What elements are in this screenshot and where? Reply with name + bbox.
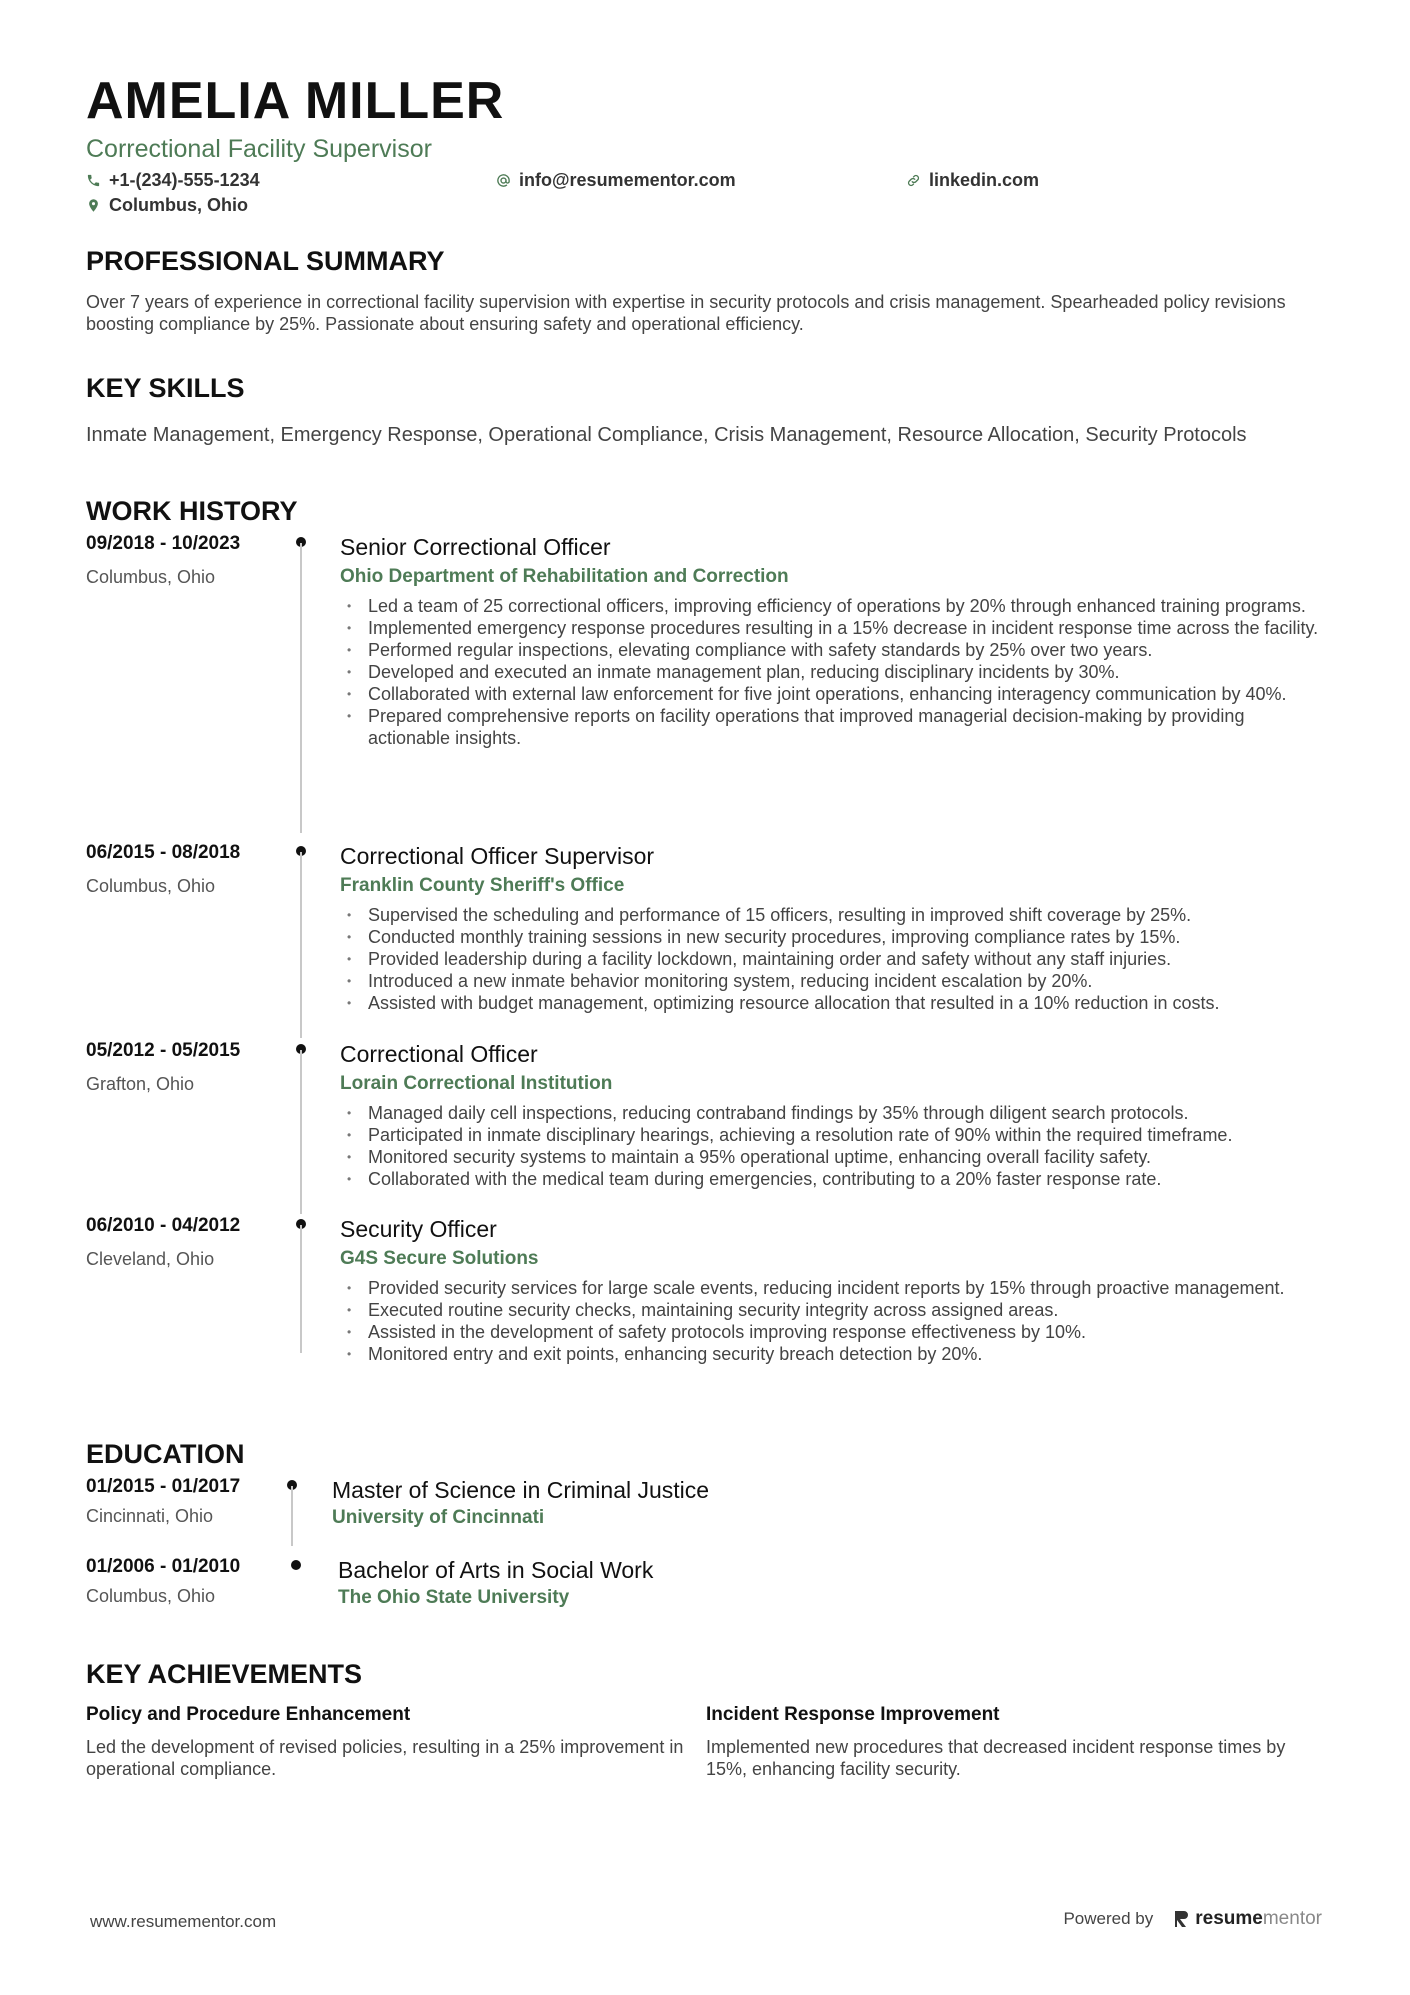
education-degree: Bachelor of Arts in Social Work (338, 1557, 654, 1583)
linkedin-contact[interactable] (906, 170, 1039, 191)
email-contact[interactable] (496, 170, 906, 191)
job-bullets (340, 595, 1320, 749)
education-school: The Ohio State University (338, 1587, 570, 1608)
timeline-line (300, 1050, 302, 1214)
achievement-desc: Implemented new procedures that decreased incident response times by 15%, enhancing facility security. (706, 1737, 1286, 1779)
brand-light-text: mentor (1262, 1908, 1322, 1929)
summary-title: PROFESSIONAL SUMMARY (86, 246, 445, 276)
job-bullet: • Performed regular inspections, elevating compliance with safety standards by 25% over two years. (340, 639, 1320, 661)
job-bullet: • Assisted in the development of safety protocols improving response effectiveness by 10%. (340, 1321, 1320, 1343)
summary-section (86, 245, 1316, 335)
phone-icon (86, 173, 101, 188)
location-contact (86, 195, 1326, 216)
work-history-title: WORK HISTORY (86, 496, 298, 526)
footer-website[interactable]: www.resumementor.com (90, 1912, 277, 1931)
job-bullet: • Collaborated with the medical team during emergencies, contributing to a 20% faster response rate. (340, 1168, 1320, 1190)
job-bullet: • Introduced a new inmate behavior monitoring system, reducing incident escalation by 20%. (340, 970, 1320, 992)
footer-branding (1063, 1908, 1322, 1930)
job-bullet: • Developed and executed an inmate management plan, reducing disciplinary incidents by 30%. (340, 661, 1320, 683)
job-bullet: • Managed daily cell inspections, reducing contraband findings by 35% through diligent search protocols. (340, 1102, 1320, 1124)
job-bullet: • Monitored security systems to maintain a 95% operational uptime, enhancing overall facility safety. (340, 1146, 1320, 1168)
timeline-line (300, 543, 302, 833)
education-content (332, 1476, 1312, 1530)
brand-bold-text: resume (1195, 1908, 1263, 1929)
job-title: Correctional Officer Supervisor (340, 843, 655, 869)
job-bullets (340, 904, 1320, 1014)
timeline-line (300, 852, 302, 1038)
job-company: G4S Secure Solutions (340, 1248, 539, 1269)
education-title: EDUCATION (86, 1439, 245, 1469)
job-title: Senior Correctional Officer (340, 534, 611, 560)
education-section (86, 1438, 1326, 1608)
timeline-dot (291, 1560, 301, 1570)
timeline-line (300, 1225, 302, 1353)
location-pin-icon (86, 198, 101, 213)
job-company: Ohio Department of Rehabilitation and Correction (340, 566, 789, 587)
phone-contact (86, 170, 496, 191)
summary-text: Over 7 years of experience in correctional facility supervision with expertise in security protocols and crisis management. Spearheaded policy revisions boosting compliance by 25%. Passionate about ensuring safety and operational efficiency. (86, 292, 1286, 334)
work-history-section (86, 495, 1326, 1364)
education-location: Columbus, Ohio (86, 1586, 216, 1606)
skills-section (86, 372, 1247, 447)
job-bullet: • Collaborated with external law enforcement for five joint operations, enhancing interagency communication by 40%. (340, 683, 1320, 705)
achievement-item (706, 1704, 1326, 1780)
job-bullet: • Conducted monthly training sessions in new security procedures, improving compliance rates by 15%. (340, 926, 1320, 948)
skills-title: KEY SKILLS (86, 373, 245, 403)
timeline-line (291, 1486, 293, 1546)
job-bullet: • Participated in inmate disciplinary hearings, achieving a resolution rate of 90% within the required timeframe. (340, 1124, 1320, 1146)
education-content (338, 1556, 1318, 1610)
job-bullet: • Assisted with budget management, optimizing resource allocation that resulted in a 10% reduction in costs. (340, 992, 1320, 1014)
education-degree: Master of Science in Criminal Justice (332, 1477, 710, 1503)
job-content (340, 842, 1320, 1014)
achievements-section (86, 1658, 1326, 1780)
job-bullet: • Implemented emergency response procedures resulting in a 15% decrease in incident response time across the facility. (340, 617, 1320, 639)
resume-page (86, 70, 1326, 1779)
education-dates: 01/2015 - 01/2017 (86, 1476, 241, 1497)
job-location: Grafton, Ohio (86, 1074, 195, 1094)
contact-row (86, 170, 1326, 191)
job-title: Correctional Officer (340, 1041, 538, 1067)
education-school: University of Cincinnati (332, 1507, 545, 1528)
powered-by-text: Powered by (1063, 1909, 1154, 1928)
job-location: Columbus, Ohio (86, 876, 216, 896)
achievement-desc: Led the development of revised policies, resulting in a 25% improvement in operational compliance. (86, 1737, 684, 1779)
job-bullet: • Prepared comprehensive reports on facility operations that improved managerial decision-making by providing actionable insights. (340, 705, 1320, 749)
job-company: Franklin County Sheriff's Office (340, 875, 625, 896)
candidate-name: AMELIA MILLER (86, 72, 505, 130)
phone-text: +1-(234)-555-1234 (109, 170, 260, 190)
education-location: Cincinnati, Ohio (86, 1506, 214, 1526)
job-bullet: • Provided security services for large scale events, reducing incident reports by 15% through proactive management. (340, 1277, 1320, 1299)
job-bullet: • Monitored entry and exit points, enhancing security breach detection by 20%. (340, 1343, 1320, 1365)
job-location: Columbus, Ohio (86, 567, 216, 587)
job-content (340, 533, 1320, 749)
job-dates: 05/2012 - 05/2015 (86, 1040, 241, 1061)
achievements-title: KEY ACHIEVEMENTS (86, 1659, 363, 1689)
job-bullet: • Supervised the scheduling and performance of 15 officers, resulting in improved shift coverage by 25%. (340, 904, 1320, 926)
job-bullets (340, 1102, 1320, 1190)
email-text: info@resumementor.com (519, 170, 736, 190)
job-dates: 06/2010 - 04/2012 (86, 1215, 241, 1236)
resumementor-logo-icon (1173, 1910, 1189, 1928)
job-bullet: • Led a team of 25 correctional officers, improving efficiency of operations by 20% through enhanced training programs. (340, 595, 1320, 617)
job-location: Cleveland, Ohio (86, 1249, 215, 1269)
job-bullets (340, 1277, 1320, 1365)
job-title: Security Officer (340, 1216, 497, 1242)
achievement-title: Policy and Procedure Enhancement (86, 1704, 411, 1725)
job-content (340, 1215, 1320, 1365)
skills-text: Inmate Management, Emergency Response, Operational Compliance, Crisis Management, Resource Allocation, Security Protocols (86, 424, 1247, 446)
achievement-item (86, 1704, 706, 1780)
education-dates: 01/2006 - 01/2010 (86, 1556, 241, 1577)
location-text: Columbus, Ohio (109, 195, 248, 215)
job-bullet: • Executed routine security checks, maintaining security integrity across assigned areas. (340, 1299, 1320, 1321)
brand-logo[interactable] (1173, 1908, 1322, 1930)
job-company: Lorain Correctional Institution (340, 1073, 613, 1094)
job-dates: 09/2018 - 10/2023 (86, 533, 241, 554)
linkedin-text: linkedin.com (929, 170, 1040, 190)
at-icon (496, 173, 511, 188)
job-dates: 06/2015 - 08/2018 (86, 842, 241, 863)
job-content (340, 1040, 1320, 1190)
link-icon (906, 173, 921, 188)
job-bullet: • Provided leadership during a facility lockdown, maintaining order and safety without any staff injuries. (340, 948, 1320, 970)
achievements-columns (86, 1704, 1326, 1780)
achievement-title: Incident Response Improvement (706, 1704, 1000, 1725)
candidate-role: Correctional Facility Supervisor (86, 135, 432, 163)
